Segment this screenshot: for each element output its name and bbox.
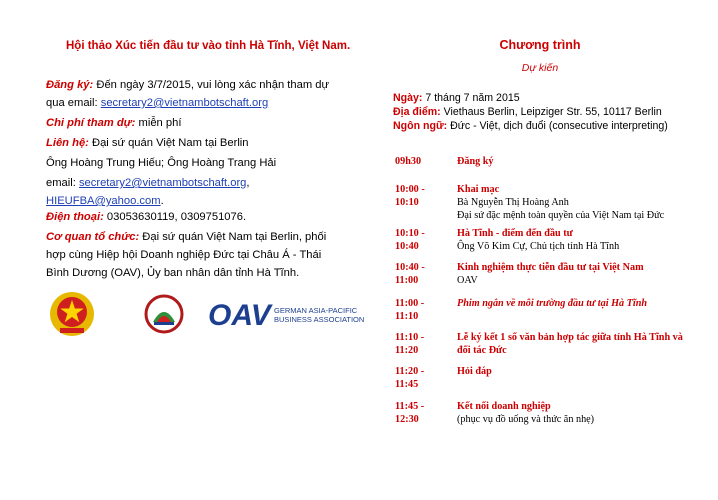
schedule-time: 09h30 (395, 156, 422, 167)
schedule-body (457, 227, 693, 253)
schedule-item-title: Hỏi đáp (457, 366, 492, 377)
schedule-item-detail: (phục vụ đồ uống và thức ăn nhẹ) (457, 414, 595, 425)
schedule-item-title-2: đối tác Đức (457, 345, 507, 356)
contact-persons: Ông Hoàng Trung Hiếu; Ông Hoàng Trang Hải (46, 157, 277, 169)
language-label: Ngôn ngữ: (393, 120, 448, 132)
registration-email-link[interactable]: secretary2@vietnambotschaft.org (100, 97, 269, 109)
date-line (393, 91, 520, 105)
email-link-2[interactable]: HIEUFBA@yahoo.com (46, 195, 161, 207)
language-value: Đức - Việt, dịch đuổi (consecutive interpreting) (447, 120, 668, 132)
invitation-title: Hội thảo Xúc tiến đầu tư vào tỉnh Hà Tĩnh, Việt Nam. (66, 40, 351, 52)
schedule-time: 10:40 - 11:00 (395, 262, 425, 286)
registration-text: Đến ngày 3/7/2015, vui lòng xác nhận tham dự (93, 79, 329, 91)
language-line (393, 119, 668, 133)
schedule-body (457, 155, 693, 168)
organizer-line-3: Bình Dương (OAV), Ủy ban nhân dân tỉnh Hà Tĩnh. (46, 267, 300, 279)
contact-label: Liên hệ: (46, 137, 89, 149)
schedule-item-title: Khai mạc (457, 184, 500, 195)
organizer-block (46, 228, 346, 282)
email-block (46, 174, 346, 210)
fee-line (46, 114, 346, 132)
email-label: email: (46, 177, 79, 189)
phone-value: 03053630119, 0309751076. (103, 211, 247, 223)
schedule-time: 11:00 - 11:10 (395, 298, 425, 322)
logo-strip (48, 290, 365, 340)
schedule-body (457, 261, 693, 287)
contact-line (46, 134, 346, 152)
email-end: . (160, 195, 164, 207)
email-separator: , (246, 177, 250, 189)
schedule-item-detail: Đại sứ đặc mệnh toàn quyền của Việt Nam tại Đức (457, 210, 665, 221)
fee-value: miễn phí (135, 117, 182, 129)
oav-logo-icon (208, 298, 368, 332)
schedule-item-title: Kết nối doanh nghiệp (457, 401, 551, 412)
schedule-time: 11:10 - 11:20 (395, 332, 425, 356)
schedule-item-detail: Ông Võ Kim Cự, Chủ tịch tỉnh Hà Tĩnh (457, 241, 620, 252)
schedule-item-title: Hà Tĩnh - điểm đến đầu tư (457, 228, 573, 239)
fee-label: Chi phí tham dự: (46, 117, 136, 129)
oav-logo-sub-2: BUSINESS ASSOCIATION (274, 315, 365, 324)
email-link-1[interactable]: secretary2@vietnambotschaft.org (78, 177, 247, 189)
registration-label: Đăng ký: (46, 79, 94, 91)
organizer-line-2: hợp cùng Hiệp hội Doanh nghiệp Đức tại Châu Á - Thái (46, 249, 322, 261)
organizer-line-1: Đại sứ quán Việt Nam tại Berlin, phối (139, 231, 327, 243)
program-subtitle: Dự kiến (521, 62, 559, 74)
schedule-time: 11:45 - 12:30 (395, 401, 425, 425)
phone-label: Điện thoại: (46, 211, 104, 223)
schedule-item-title: Đăng ký (457, 156, 494, 167)
schedule-item-title: Lễ ký kết 1 số văn bản hợp tác giữa tỉnh Hà Tĩnh và (457, 332, 683, 343)
schedule-item-detail: OAV (457, 275, 478, 286)
phone-line (46, 208, 346, 226)
place-line (393, 105, 662, 119)
registration-text-2: qua email: (46, 97, 101, 109)
date-value: 7 tháng 7 năm 2015 (422, 92, 520, 104)
oav-logo-sub-1: GERMAN ASIA-PACIFIC (274, 306, 358, 315)
schedule-body (457, 297, 693, 310)
contact-value: Đại sứ quán Việt Nam tại Berlin (88, 137, 249, 149)
schedule-item-detail: Bà Nguyễn Thị Hoàng Anh (457, 197, 569, 208)
schedule-item-title: Kinh nghiệm thực tiễn đầu tư tại Việt Nam (457, 262, 644, 273)
oav-logo-text: OAV (208, 299, 271, 332)
schedule-time: 11:20 - 11:45 (395, 366, 425, 390)
program-title: Chương trình (499, 38, 581, 52)
place-value: Viethaus Berlin, Leipziger Str. 55, 10117 Berlin (440, 106, 662, 118)
schedule-body (457, 183, 693, 222)
registration-block (46, 76, 346, 112)
schedule-time: 10:00 - 10:10 (395, 184, 425, 208)
schedule-time: 10:10 - 10:40 (395, 228, 425, 252)
place-label: Địa điểm: (393, 106, 441, 118)
organizer-label: Cơ quan tổ chức: (46, 231, 140, 243)
vietnam-national-emblem-icon (48, 290, 96, 338)
schedule-body (457, 400, 693, 426)
schedule-body (457, 365, 693, 378)
date-label: Ngày: (393, 92, 423, 104)
association-logo-icon (144, 292, 184, 336)
schedule-body (457, 331, 693, 357)
schedule-item-title: Phim ngắn về môi trường đầu tư tại Hà Tĩnh (457, 298, 648, 309)
